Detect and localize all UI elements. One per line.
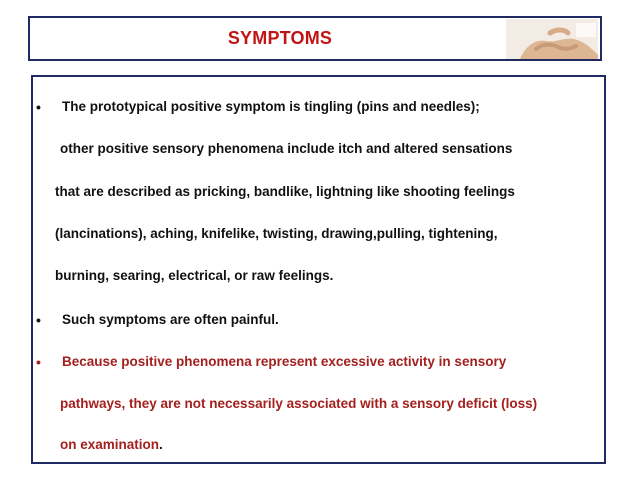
bullet-3-line-3-text: on examination (60, 437, 160, 452)
bullet-1-line-5: burning, searing, electrical, or raw feelings. (55, 268, 334, 283)
bullet-2-line-1: Such symptoms are often painful. (62, 312, 279, 327)
bullet-3-line-3 (60, 437, 163, 452)
title-box (28, 16, 602, 61)
bullet-3-period: . (159, 437, 163, 452)
bullet-1: • (36, 99, 41, 115)
bullet-3-line-2: pathways, they are not necessarily associated with a sensory deficit (loss) (60, 396, 538, 411)
slide-title: SYMPTOMS (227, 28, 333, 48)
hand-examination-photo (506, 19, 598, 59)
bullet-3: • (36, 354, 41, 370)
bullet-1-line-2: other positive sensory phenomena include itch and altered sensations (60, 141, 513, 156)
bullet-1-line-4: (lancinations), aching, knifelike, twisting, drawing,pulling, tightening, (55, 226, 498, 241)
bullet-1-line-1: The prototypical positive symptom is tingling (pins and needles); (62, 99, 480, 114)
bullet-2: • (36, 312, 41, 328)
hand-photo-icon (506, 19, 598, 59)
bullet-3-line-1: Because positive phenomena represent excessive activity in sensory (62, 354, 507, 369)
bullet-1-line-3: that are described as pricking, bandlike, lightning like shooting feelings (55, 184, 515, 199)
